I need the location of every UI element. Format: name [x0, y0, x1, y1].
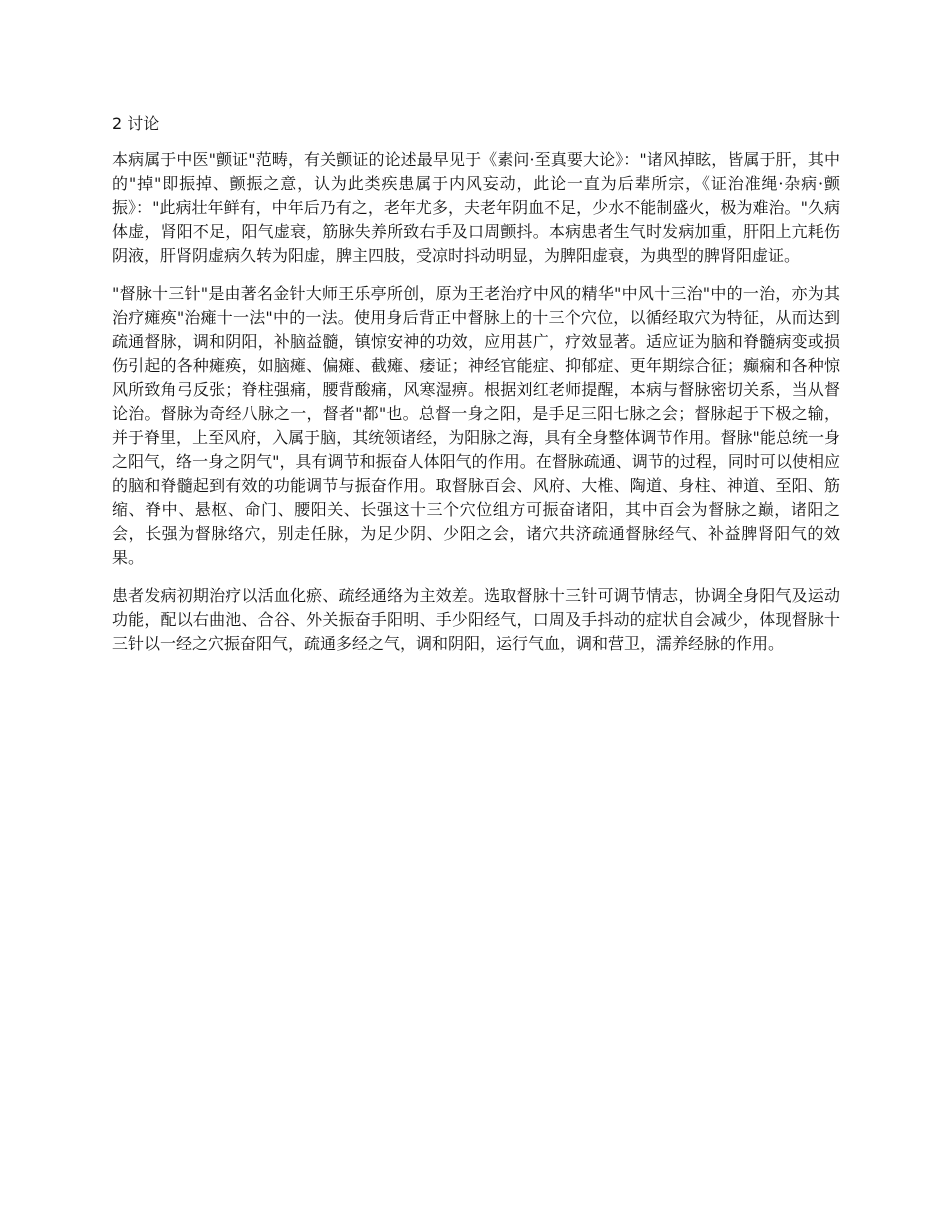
paragraph-3: 患者发病初期治疗以活血化瘀、疏经通络为主效差。选取督脉十三针可调节情志，协调全身阳气及运动功能，配以右曲池、合谷、外关振奋手阳明、手少阳经气，口周及手抖动的症状自会减少，体现督脉十三针以一经之穴振奋阳气，疏通多经之气，调和阴阳，运行气血，调和营卫，濡养经脉的作用。 — [112, 586, 840, 653]
paragraph-2: "督脉十三针"是由著名金针大师王乐亭所创，原为王老治疗中风的精华"中风十三治"中的一治，亦为其治疗瘫痪"治瘫十一法"中的一法。使用身后背正中督脉上的十三个穴位，以循经取穴为特征，从而达到疏通督脉，调和阴阳，补脑益髓，镇惊安神的功效，应用甚广，疗效显著。适应证为脑和脊髓病变或损伤引起的各种瘫痪，如脑瘫、偏瘫、截瘫、痿证；神经官能症、抑郁症、更年期综合征；癫痫和各种惊风所致角弓反张；脊柱强痛，腰背酸痛，风寒湿痹。根据刘红老师提醒，本病与督脉密切关系，当从督论治。督脉为奇经八脉之一，督者"都"也。总督一身之阳，是手足三阳七脉之会；督脉起于下极之输，并于脊里，上至风府，入属于脑，其统领诸经，为阳脉之海，具有全身整体调节作用。督脉"能总统一身之阳气，络一身之阴气"，具有调节和振奋人体阳气的作用。在督脉疏通、调节的过程，同时可以使相应的脑和脊髓起到有效的功能调节与振奋作用。取督脉百会、风府、大椎、陶道、身柱、神道、至阳、筋缩、脊中、悬枢、命门、腰阳关、长强这十三个穴位组方可振奋诸阳，其中百会为督脉之巅，诸阳之会，长强为督脉络穴，别走任脉，为足少阴、少阳之会，诸穴共济疏通督脉经气、补益脾肾阳气的效果。 — [112, 284, 840, 567]
paragraph-1: 本病属于中医"颤证"范畴，有关颤证的论述最早见于《素问·至真要大论》："诸风掉眩，皆属于肝，其中的"掉"即振掉、颤振之意，认为此类疾患属于内风妄动，此论一直为后辈所宗，《证治准绳·杂病·颤振》："此病壮年鲜有，中年后乃有之，老年尤多，夫老年阴血不足，少水不能制盛火，极为难治。"久病体虚，肾阳不足，阳气虚衰，筋脉失养所致右手及口周颤抖。本病患者生气时发病加重，肝阳上亢耗伤阴液，肝肾阴虚病久转为阳虚，脾主四肢，受凉时抖动明显，为脾阳虚衰，为典型的脾肾阳虚证。 — [112, 150, 840, 265]
section-heading: 2 讨论 — [112, 114, 160, 133]
document-page — [112, 112, 840, 670]
